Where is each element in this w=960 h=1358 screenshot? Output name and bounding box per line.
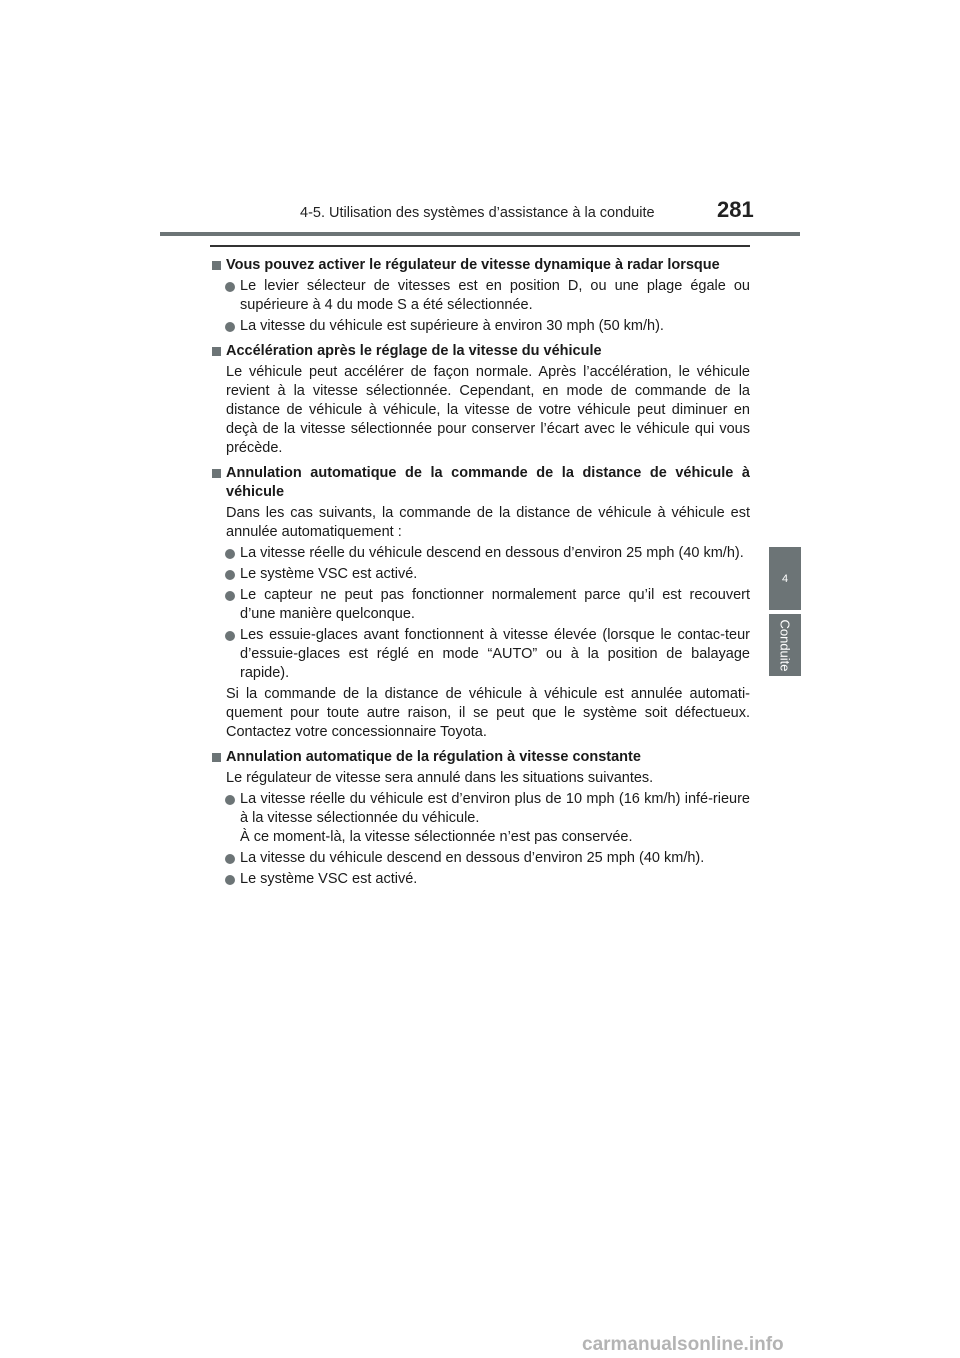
- page-number: 281: [717, 197, 754, 222]
- header-rule: [160, 232, 800, 236]
- paragraph: Le régulateur de vitesse sera annulé dans les situations suivantes.: [226, 770, 654, 786]
- list-item: La vitesse réelle du véhicule descend en dessous d’environ 25 mph (40 km/h).: [210, 544, 750, 563]
- bullet-note: À ce moment-là, la vitesse sélectionnée n’est pas conservée.: [240, 829, 633, 845]
- round-bullet-icon: [225, 282, 235, 292]
- list-item: Le système VSC est activé.: [210, 870, 750, 889]
- square-bullet-icon: [212, 753, 221, 762]
- list-item: La vitesse du véhicule est supérieure à environ 30 mph (50 km/h).: [210, 317, 750, 336]
- square-bullet-icon: [212, 469, 221, 478]
- list-item: La vitesse réelle du véhicule est d’environ plus de 10 mph (16 km/h) infé-rieure à la vitesse sélectionnée du véhicule. À ce moment-là, la vitesse sélectionnée n’est pas conservée.: [210, 790, 750, 847]
- chapter-label: Conduite: [777, 618, 793, 672]
- list-item: La vitesse du véhicule descend en dessous d’environ 25 mph (40 km/h).: [210, 849, 750, 868]
- section-title: Accélération après le réglage de la vitesse du véhicule: [210, 342, 750, 361]
- paragraph: Si la commande de la distance de véhicule à véhicule est annulée automati-quement pour toute autre raison, il se peut que le système soit défectueux. Contactez votre concessionnaire Toyota.: [226, 686, 750, 740]
- running-header-section: 4-5. Utilisation des systèmes d’assistance à la conduite: [300, 205, 655, 221]
- round-bullet-icon: [225, 795, 235, 805]
- list-item: Le capteur ne peut pas fonctionner normalement parce qu’il est recouvert d’une manière quelconque.: [210, 586, 750, 624]
- paragraph: Le véhicule peut accélérer de façon normale. Après l’accélération, le véhicule revient à la vitesse sélectionnée. Cependant, en mode de commande de la distance de véhicule à véhicule, la vitesse de votre véhicule peut diminuer en deçà de la vitesse sélectionnée pour conserver l’écart avec le véhicule qui vous précède.: [226, 364, 750, 456]
- round-bullet-icon: [225, 631, 235, 641]
- list-item: Le système VSC est activé.: [210, 565, 750, 584]
- watermark: carmanualsonline.info: [582, 1334, 784, 1355]
- section-title: Annulation automatique de la commande de la distance de véhicule à véhicule: [210, 464, 750, 502]
- round-bullet-icon: [225, 322, 235, 332]
- chapter-label-tab: [769, 614, 801, 676]
- square-bullet-icon: [212, 347, 221, 356]
- round-bullet-icon: [225, 570, 235, 580]
- paragraph: Dans les cas suivants, la commande de la distance de véhicule à véhicule est annulée automatiquement :: [226, 505, 750, 540]
- square-bullet-icon: [212, 261, 221, 270]
- round-bullet-icon: [225, 591, 235, 601]
- section-title: Vous pouvez activer le régulateur de vitesse dynamique à radar lorsque: [210, 256, 750, 275]
- chapter-number-tab: 4: [769, 547, 801, 610]
- round-bullet-icon: [225, 875, 235, 885]
- page-content: [210, 256, 750, 891]
- round-bullet-icon: [225, 854, 235, 864]
- list-item: Le levier sélecteur de vitesses est en position D, ou une plage égale ou supérieure à 4 du mode S a été sélectionnée.: [210, 277, 750, 315]
- section-title: Annulation automatique de la régulation à vitesse constante: [210, 748, 750, 767]
- content-top-rule: [210, 245, 750, 247]
- round-bullet-icon: [225, 549, 235, 559]
- list-item: Les essuie-glaces avant fonctionnent à vitesse élevée (lorsque le contac-teur d’essuie-glaces est réglé en mode “AUTO” ou à la position de balayage rapide).: [210, 626, 750, 683]
